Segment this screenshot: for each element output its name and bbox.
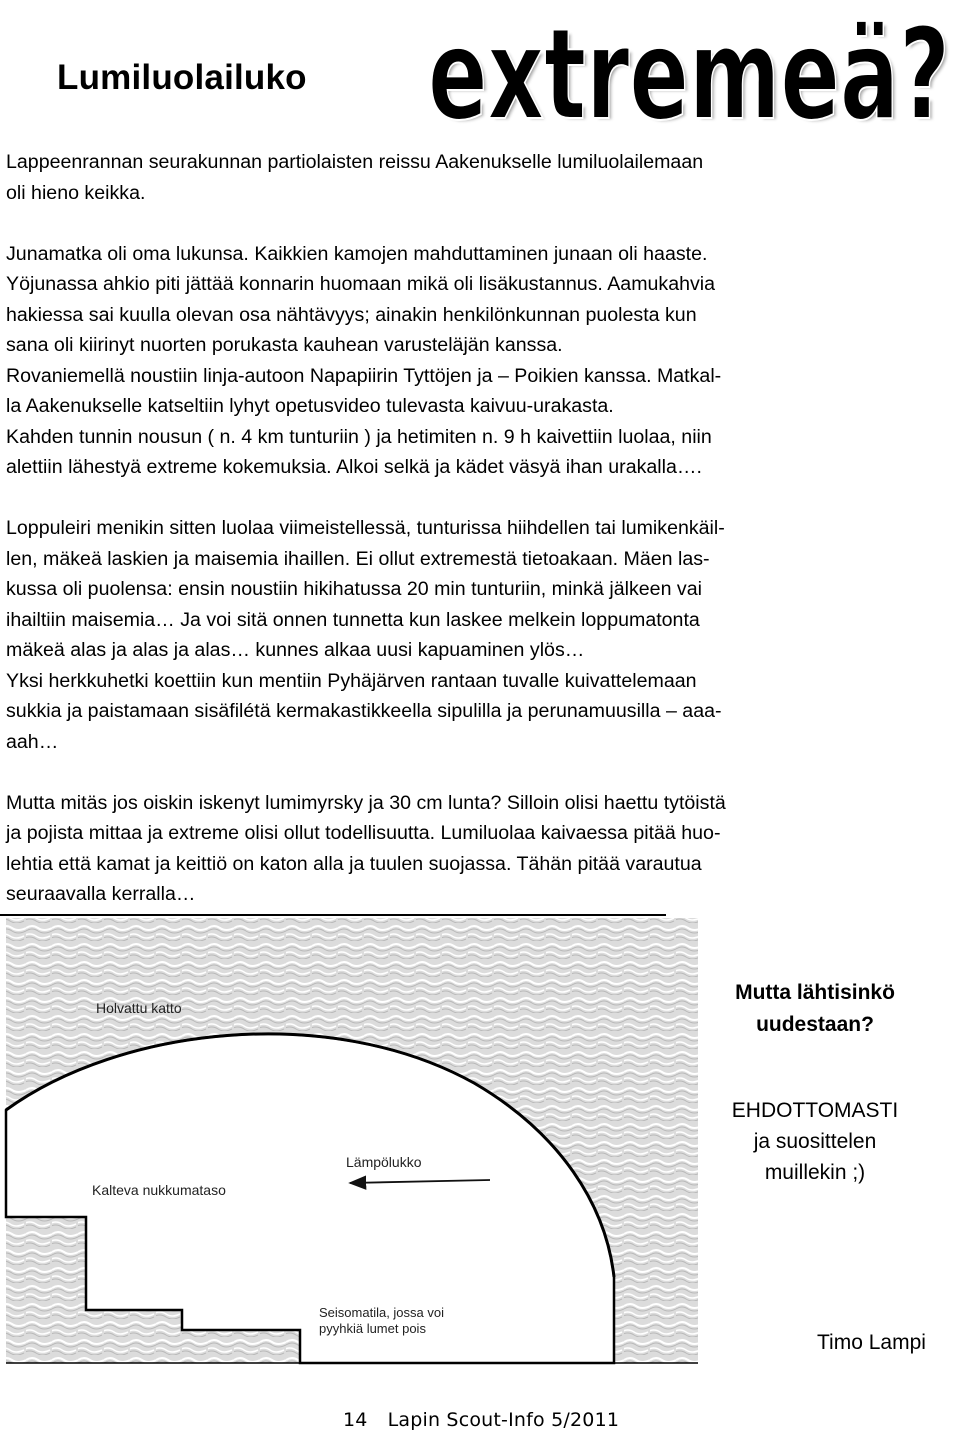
text-line: lehtia että kamat ja keittiö on katon alla ja tuulen suojassa. Tähän pitää varautua	[6, 852, 702, 875]
text-line: ja pojista mittaa ja extreme olisi ollut todellisuutta. Lumiluolaa kaivaessa pitää huo-	[6, 822, 721, 844]
snow-cave-diagram	[0, 905, 700, 1367]
text-line: Lappeenrannan seurakunnan partiolaisten reissu Aakenukselle lumiluolailemaan	[6, 151, 704, 173]
text-line: Rovaniemellä noustiin linja-autoon Napapiirin Tyttöjen ja – Poikien kanssa. Matkal-	[6, 364, 722, 387]
label-vaulted-roof: Holvattu katto	[96, 1000, 182, 1016]
text-line: oli hieno keikka.	[6, 181, 146, 204]
answer-line: muillekin ;)	[764, 1161, 866, 1184]
logo-shadow: extremeä?	[432, 4, 954, 140]
page-title: Lumiluolailuko	[57, 58, 307, 97]
text-line: Yksi herkkuhetki koettiin kun mentiin Pyhäjärven rantaan tuvalle kuivattelemaan	[6, 669, 697, 692]
text-line: hakiessa sai kuulla olevan osa nähtävyys; ainakin henkilönkunnan puolesta kun	[6, 303, 697, 326]
text-line: Mutta mitäs jos oiskin iskenyt lumimyrsky ja 30 cm lunta? Silloin olisi haettu tytöistä	[6, 791, 726, 814]
answer-line: ja suosittelen	[753, 1130, 877, 1153]
text-line: mäkeä alas ja alas ja alas… kunnes alkaa uusi kapuaminen ylös…	[6, 639, 585, 661]
page-number: 14	[343, 1409, 368, 1431]
text-line: kussa oli puolensa: ensin noustiin hikihatussa 20 min tunturiin, minkä jälkeen vai	[6, 578, 702, 600]
label-standing-area-1: Seisomatila, jossa voi	[319, 1305, 444, 1320]
paragraph-3	[6, 513, 956, 757]
text-line: Junamatka oli oma lukunsa. Kaikkien kamojen mahduttaminen junaan oli haaste.	[6, 242, 708, 265]
article-body	[6, 147, 956, 910]
extremea-logo	[418, 0, 960, 140]
publication-name: Lapin Scout-Info 5/2011	[387, 1409, 620, 1431]
author-name: Timo Lampi	[817, 1331, 926, 1354]
text-line: seuraavalla kerralla…	[6, 883, 196, 905]
answer-line: EHDOTTOMASTI	[731, 1099, 899, 1122]
label-heat-trap: Lämpölukko	[346, 1154, 422, 1170]
text-line: aah…	[6, 730, 59, 753]
question-line: uudestaan?	[756, 1013, 874, 1036]
text-line: Loppuleiri menikin sitten luolaa viimeistellessä, tunturissa hiihdellen tai lumikenkäil-	[6, 517, 725, 539]
paragraph-1	[6, 147, 956, 208]
question-line: Mutta lähtisinkö	[735, 981, 895, 1004]
text-line: ihailtiin maisemia… Ja voi sitä onnen tunnetta kun laskee melkein loppumatonta	[6, 608, 700, 631]
page-footer	[343, 1409, 639, 1431]
text-line: Kahden tunnin nousun ( n. 4 km tunturiin ) ja hetimiten n. 9 h kaivettiin luolaa, niin	[6, 425, 712, 448]
text-line: alettiin lähestyä extreme kokemuksia. Alkoi selkä ja kädet väsyä ihan urakalla….	[6, 456, 702, 478]
text-line: sukkia ja paistamaan sisäfilétä kermakastikkeella sipulilla ja perunamuusilla – aaa-	[6, 700, 722, 722]
label-sleeping-level: Kalteva nukkumataso	[92, 1182, 226, 1198]
text-line: len, mäkeä laskien ja maisemia ihaillen. Ei ollut extremestä tietoakaan. Mäen las-	[6, 547, 710, 570]
paragraph-2	[6, 239, 956, 483]
text-line: la Aakenukselle katseltiin lyhyt opetusvideo tulevasta kaivuu-urakasta.	[6, 395, 614, 417]
paragraph-4	[6, 788, 956, 910]
sidebar-answer	[700, 1095, 930, 1188]
logo-text: extremeä?	[428, 1, 950, 140]
label-standing-area-2: pyyhkiä lumet pois	[319, 1321, 426, 1336]
sidebar-question	[705, 977, 925, 1041]
text-line: sana oli kiirinyt nuorten porukasta kauhean varusteläjän kanssa.	[6, 334, 563, 356]
text-line: Yöjunassa ahkio piti jättää konnarin huomaan mikä oli lisäkustannus. Aamukahvia	[6, 273, 716, 295]
